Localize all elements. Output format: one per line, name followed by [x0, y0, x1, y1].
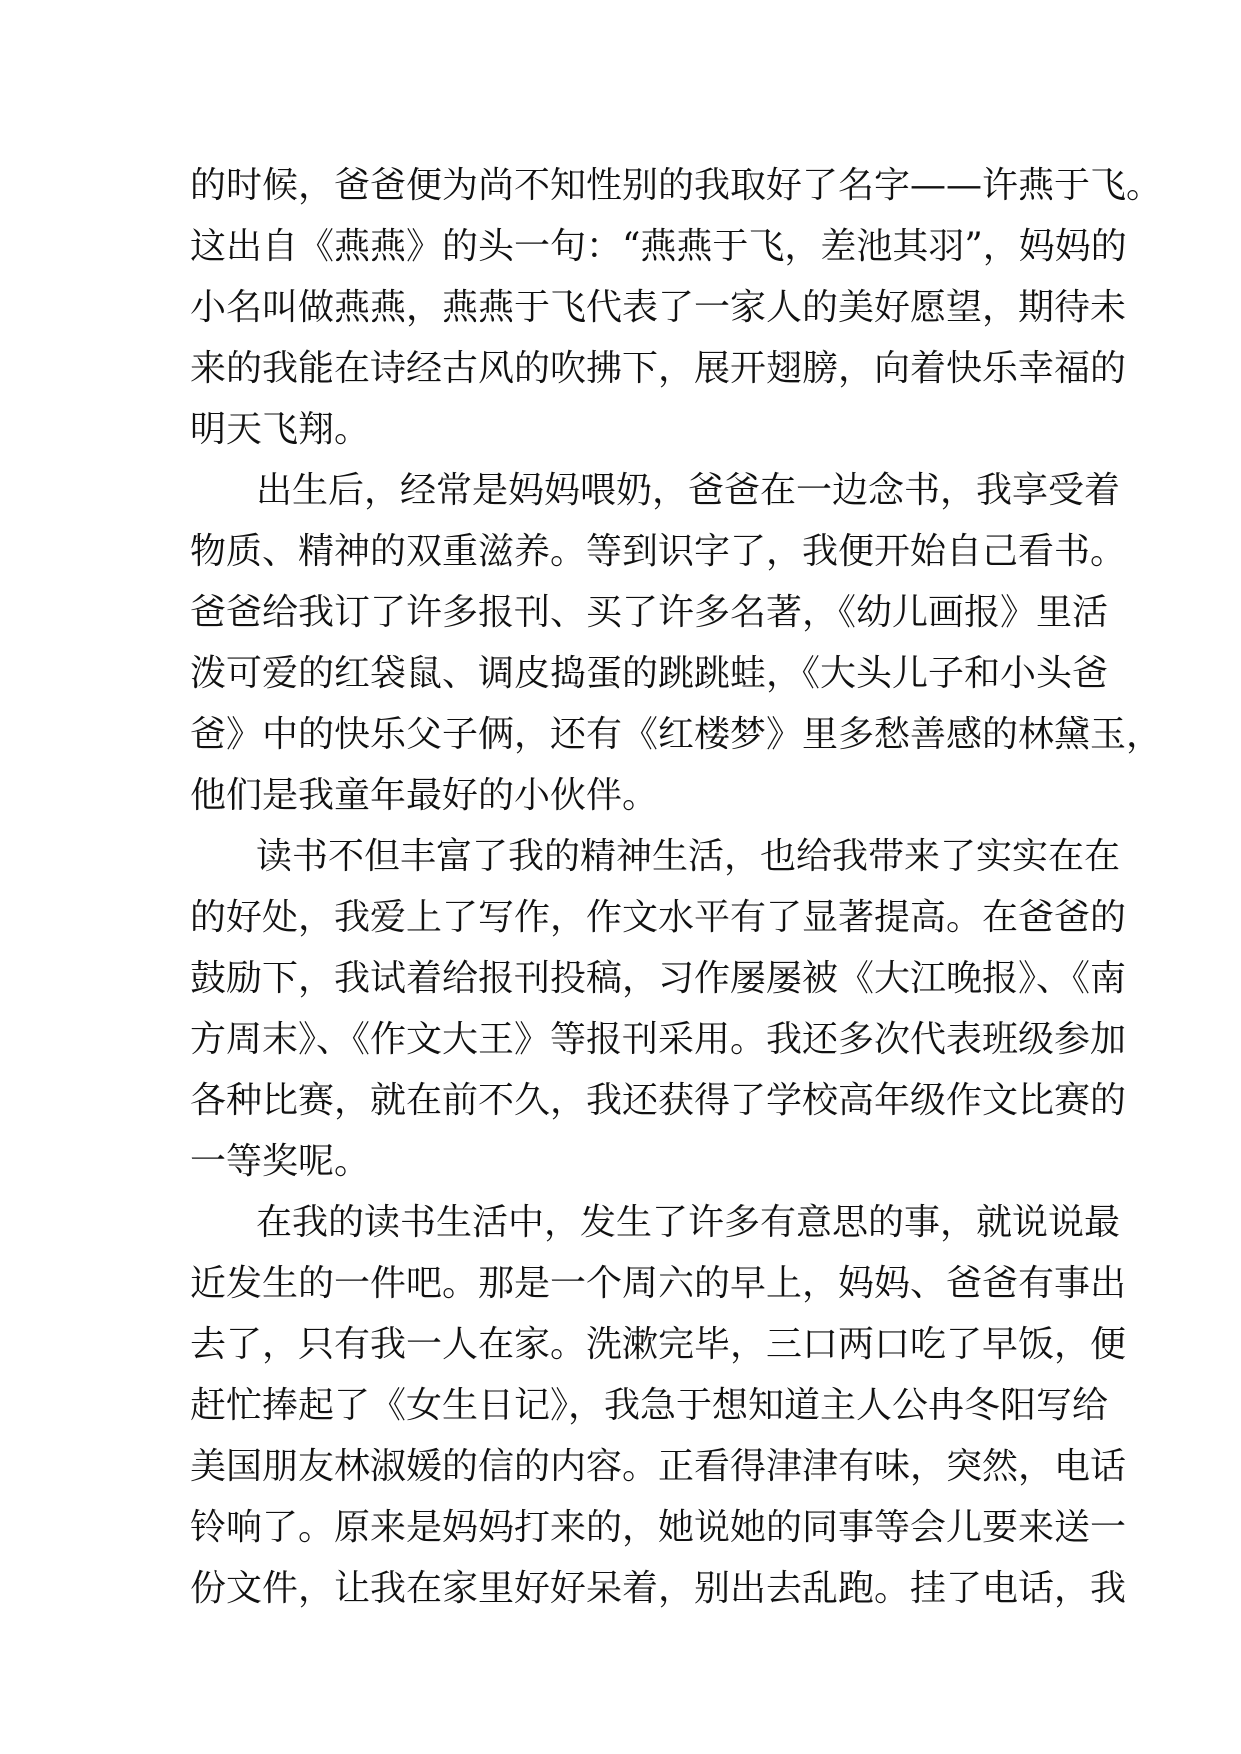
paragraph-2 [190, 460, 1163, 826]
text-line: 赶忙捧起了《女生日记》，我急于想知道主人公冉冬阳写给 [190, 1385, 1109, 1426]
text-line: 铃响了。原来是妈妈打来的，她说她的同事等会儿要来送一 [190, 1507, 1127, 1548]
document-body [190, 155, 1163, 1619]
text-line: 各种比赛，就在前不久，我还获得了学校高年级作文比赛的 [190, 1080, 1127, 1121]
text-line: 的时候，爸爸便为尚不知性别的我取好了名字——许燕于飞。 [190, 165, 1163, 206]
text-line: 一等奖呢。 [190, 1141, 371, 1182]
text-line: 来的我能在诗经古风的吹拂下，展开翅膀，向着快乐幸福的 [190, 348, 1127, 389]
text-line: 小名叫做燕燕，燕燕于飞代表了一家人的美好愿望，期待未 [190, 287, 1127, 328]
text-line: 他们是我童年最好的小伙伴。 [190, 775, 659, 816]
text-line: 美国朋友林淑媛的信的内容。正看得津津有味，突然，电话 [190, 1446, 1127, 1487]
text-line: 这出自《燕燕》的头一句：“燕燕于飞，差池其羽”，妈妈的 [190, 226, 1127, 267]
text-line: 爸》中的快乐父子俩，还有《红楼梦》里多愁善感的林黛玉， [190, 714, 1163, 755]
text-line: 份文件，让我在家里好好呆着，别出去乱跑。挂了电话，我 [190, 1568, 1127, 1609]
text-line: 泼可爱的红袋鼠、调皮捣蛋的跳跳蛙，《大头儿子和小头爸 [190, 653, 1109, 694]
text-line: 读书不但丰富了我的精神生活，也给我带来了实实在在 [256, 836, 1121, 877]
text-line: 明天飞翔。 [190, 409, 371, 450]
paragraph-1 [190, 155, 1163, 460]
text-line: 方周末》、《作文大王》等报刊采用。我还多次代表班级参加 [190, 1019, 1127, 1060]
text-line: 在我的读书生活中，发生了许多有意思的事，就说说最 [256, 1202, 1121, 1243]
text-line: 爸爸给我订了许多报刊、买了许多名著，《幼儿画报》里活 [190, 592, 1109, 633]
text-line: 物质、精神的双重滋养。等到识字了，我便开始自己看书。 [190, 531, 1127, 572]
paragraph-3 [190, 826, 1127, 1192]
text-line: 鼓励下，我试着给报刊投稿，习作屡屡被《大江晚报》、《南 [190, 958, 1127, 999]
text-line: 近发生的一件吧。那是一个周六的早上，妈妈、爸爸有事出 [190, 1263, 1127, 1304]
text-line: 去了，只有我一人在家。洗漱完毕，三口两口吃了早饭，便 [190, 1324, 1127, 1365]
paragraph-4 [190, 1192, 1127, 1619]
text-line: 出生后，经常是妈妈喂奶，爸爸在一边念书，我享受着 [256, 470, 1121, 511]
text-line: 的好处，我爱上了写作，作文水平有了显著提高。在爸爸的 [190, 897, 1127, 938]
